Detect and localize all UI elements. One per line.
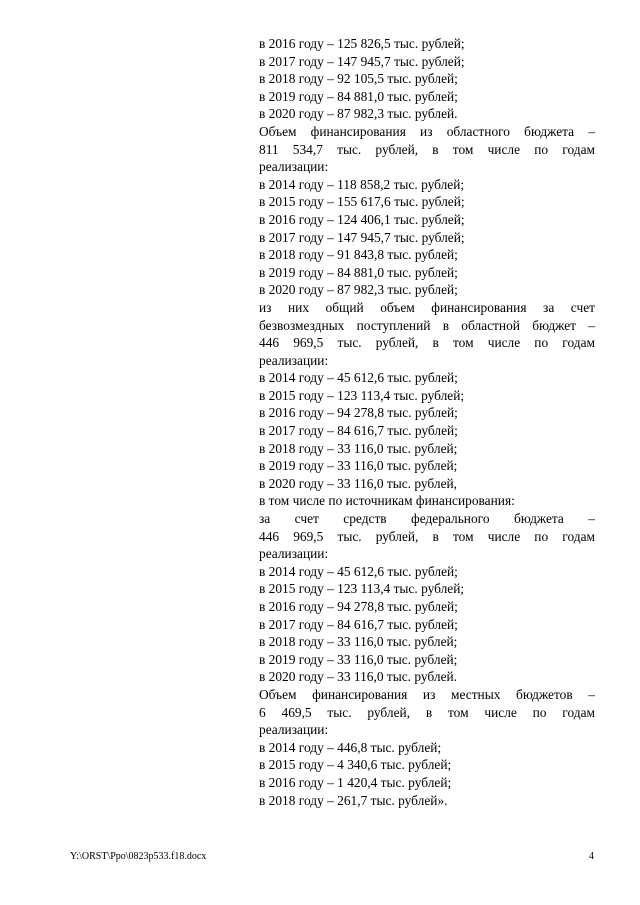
text-line: в 2018 году – 261,7 тыс. рублей».: [259, 792, 448, 808]
text-line: реализации:: [259, 546, 329, 562]
text-line: в 2018 году – 91 843,8 тыс. рублей;: [259, 247, 458, 263]
text-line: в 2018 году – 92 105,5 тыс. рублей;: [259, 71, 458, 87]
text-line: в 2015 году – 123 113,4 тыс. рублей;: [259, 581, 465, 597]
text-line: за счет средств федерального бюджета –: [259, 511, 595, 527]
text-line: в 2017 году – 147 945,7 тыс. рублей;: [259, 53, 465, 69]
text-line: в 2015 году – 155 617,6 тыс. рублей;: [259, 194, 465, 210]
footer-file-path: Y:\ORST\Ppo\0823p533.f18.docx: [70, 851, 207, 862]
text-line: в 2020 году – 87 982,3 тыс. рублей;: [259, 282, 458, 298]
text-line: в 2015 году – 123 113,4 тыс. рублей;: [259, 387, 465, 403]
text-line: Объем финансирования из областного бюджета –: [259, 123, 595, 139]
text-line: в 2016 году – 94 278,8 тыс. рублей;: [259, 599, 458, 614]
text-line: реализации:: [259, 352, 329, 368]
text-line: в 2020 году – 33 116,0 тыс. рублей,: [259, 475, 458, 491]
page-number: 4: [589, 851, 594, 862]
document-body: [259, 35, 595, 809]
text-line: в 2019 году – 33 116,0 тыс. рублей;: [259, 458, 458, 474]
text-line: в 2014 году – 118 858,2 тыс. рублей;: [259, 176, 465, 192]
text-line: 446 969,5 тыс. рублей, в том числе по годам: [259, 335, 595, 351]
text-line: Объем финансирования из местных бюджетов –: [259, 686, 595, 702]
text-line: в 2017 году – 84 616,7 тыс. рублей;: [259, 423, 458, 439]
text-line: реализации:: [259, 159, 329, 175]
text-line: в 2019 году – 84 881,0 тыс. рублей;: [259, 264, 458, 280]
text-line: безвозмездных поступлений в областной бюджет –: [259, 317, 595, 333]
text-line: в 2020 году – 87 982,3 тыс. рублей.: [259, 106, 458, 122]
text-line: в 2016 году – 124 406,1 тыс. рублей;: [259, 211, 465, 227]
text-line: реализации:: [259, 722, 329, 738]
text-line: в 2017 году – 84 616,7 тыс. рублей;: [259, 616, 458, 632]
text-line: в 2014 году – 45 612,6 тыс. рублей;: [259, 563, 458, 579]
text-line: в 2016 году – 94 278,8 тыс. рублей;: [259, 405, 458, 421]
text-line: в 2018 году – 33 116,0 тыс. рублей;: [259, 634, 458, 650]
text-line: в том числе по источникам финансирования:: [259, 493, 515, 509]
text-line: в 2019 году – 84 881,0 тыс. рублей;: [259, 88, 458, 104]
text-line: в 2019 году – 33 116,0 тыс. рублей;: [259, 651, 458, 667]
text-line: из них общий объем финансирования за счет: [259, 299, 595, 315]
text-line: в 2018 году – 33 116,0 тыс. рублей;: [259, 440, 458, 456]
text-line: 446 969,5 тыс. рублей, в том числе по годам: [259, 528, 595, 544]
text-line: в 2016 году – 125 826,5 тыс. рублей;: [259, 36, 465, 51]
text-line: в 2015 году – 4 340,6 тыс. рублей;: [259, 757, 452, 773]
text-line: в 2017 году – 147 945,7 тыс. рублей;: [259, 229, 465, 245]
text-line: 6 469,5 тыс. рублей, в том числе по годам: [259, 704, 595, 720]
text-line: 811 534,7 тыс. рублей, в том числе по годам: [259, 141, 595, 157]
text-line: в 2014 году – 45 612,6 тыс. рублей;: [259, 370, 458, 386]
text-line: в 2016 году – 1 420,4 тыс. рублей;: [259, 774, 452, 790]
text-line: в 2020 году – 33 116,0 тыс. рублей.: [259, 669, 458, 685]
text-line: в 2014 году – 446,8 тыс. рублей;: [259, 739, 442, 755]
